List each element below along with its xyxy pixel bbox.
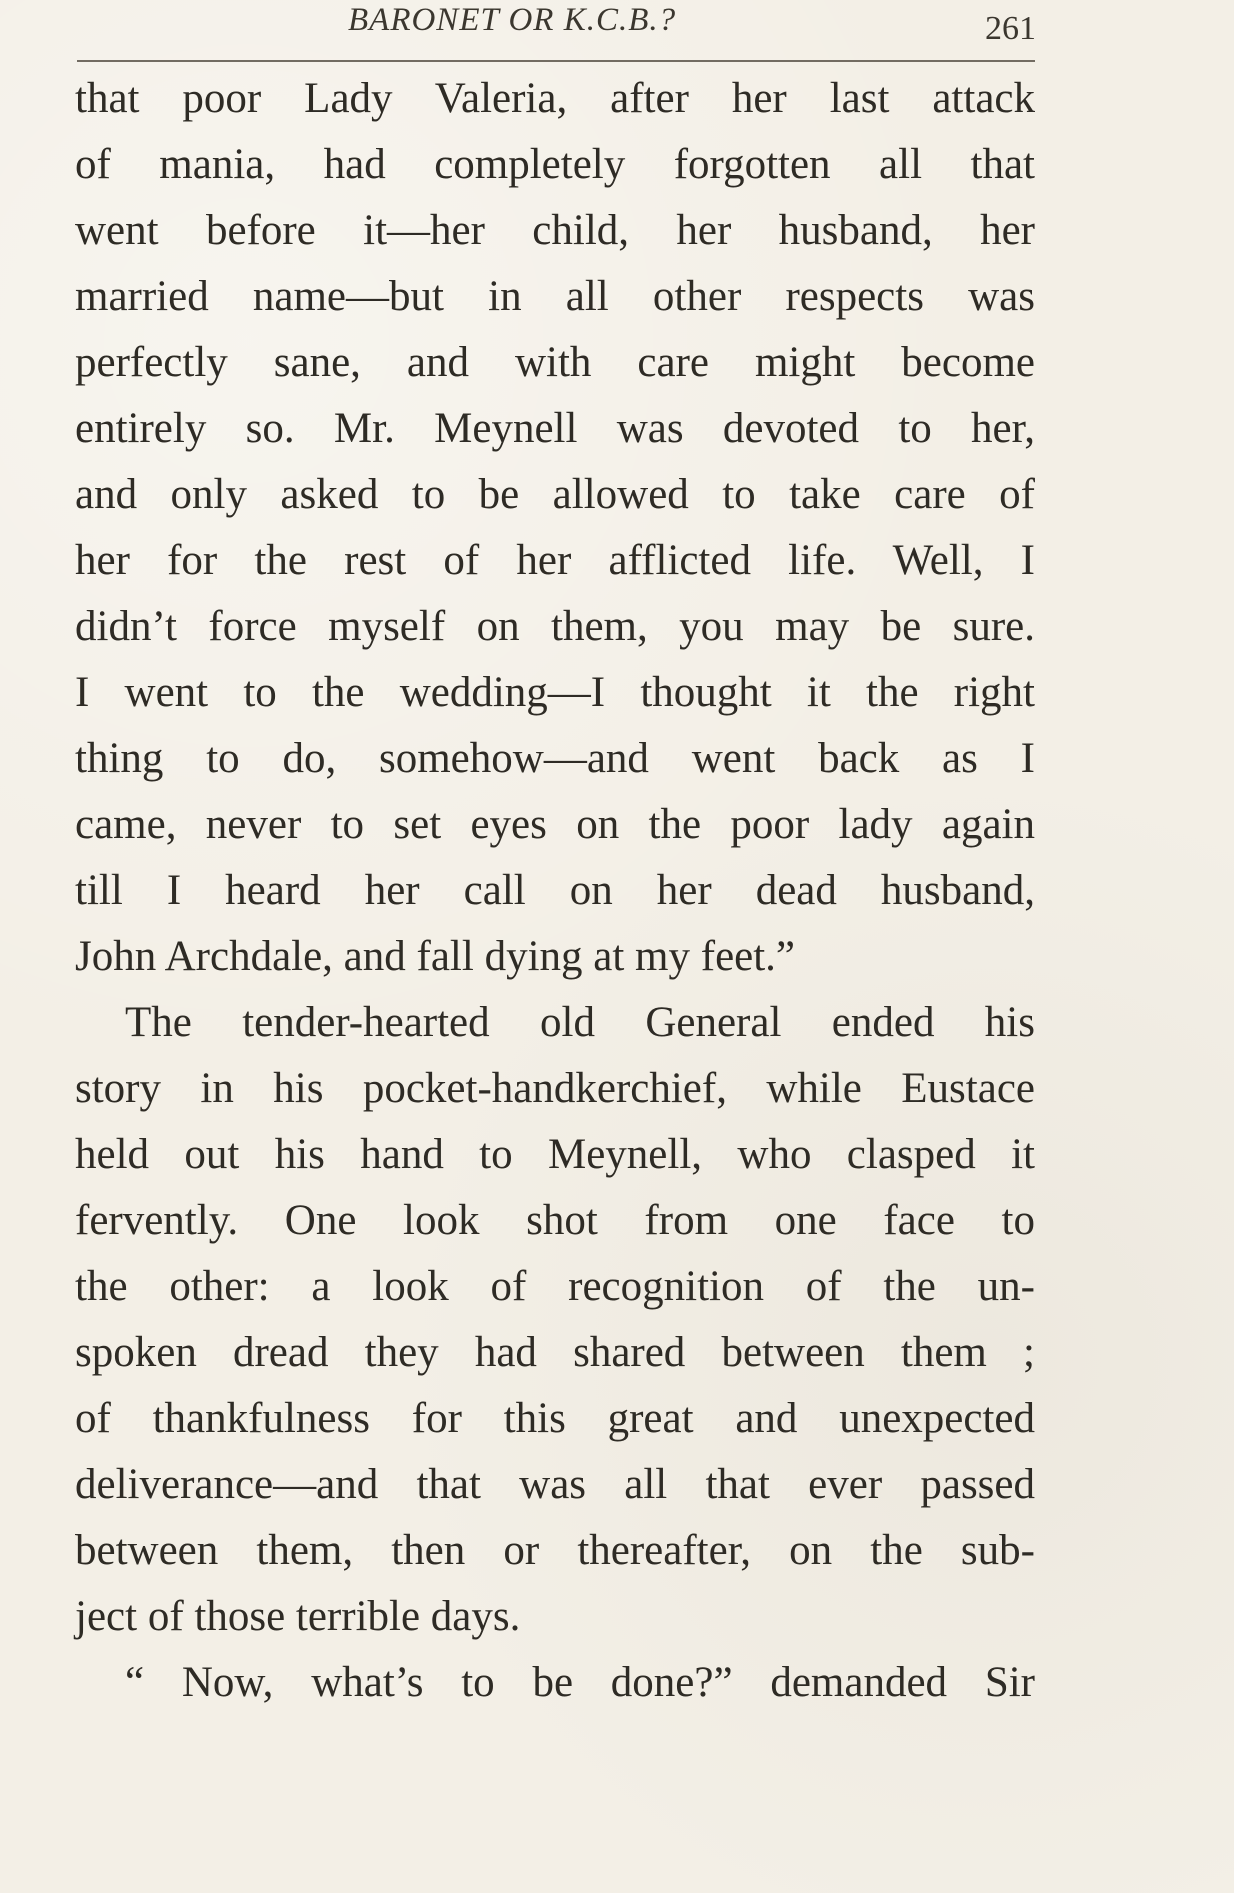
text-line: didn’t force myself on them, you may be sure. xyxy=(75,603,1035,650)
text-line: her for the rest of her afflicted life. Well, I xyxy=(75,537,1035,584)
text-line: “ Now, what’s to be done?” demanded Sir xyxy=(125,1659,1035,1706)
text-line: that poor Lady Valeria, after her last attack xyxy=(75,75,1035,122)
text-line: till I heard her call on her dead husband, xyxy=(75,867,1035,914)
page-number: 261 xyxy=(985,10,1036,47)
text-line: thing to do, somehow—and went back as I xyxy=(75,735,1035,782)
text-line: perfectly sane, and with care might become xyxy=(75,339,1035,386)
text-line: spoken dread they had shared between them ; xyxy=(75,1329,1035,1376)
text-line: fervently. One look shot from one face to xyxy=(75,1197,1035,1244)
text-line: went before it—her child, her husband, her xyxy=(75,207,1035,254)
text-line: the other: a look of recognition of the un- xyxy=(75,1263,1035,1310)
text-line: held out his hand to Meynell, who clasped it xyxy=(75,1131,1035,1178)
text-line: entirely so. Mr. Meynell was devoted to her, xyxy=(75,405,1035,452)
text-line: of mania, had completely forgotten all that xyxy=(75,141,1035,188)
text-line: of thankfulness for this great and unexpected xyxy=(75,1395,1035,1442)
text-line: and only asked to be allowed to take care of xyxy=(75,471,1035,518)
text-line: ject of those terrible days. xyxy=(75,1593,521,1640)
text-line: married name—but in all other respects was xyxy=(75,273,1035,320)
text-line: came, never to set eyes on the poor lady again xyxy=(75,801,1035,848)
text-line: John Archdale, and fall dying at my feet.” xyxy=(75,933,796,980)
text-line: The tender-hearted old General ended his xyxy=(125,999,1035,1046)
text-line: deliverance—and that was all that ever passed xyxy=(75,1461,1035,1508)
text-line: I went to the wedding—I thought it the right xyxy=(75,669,1035,716)
text-line: story in his pocket-handkerchief, while Eustace xyxy=(75,1065,1035,1112)
running-head: BARONET OR K.C.B.? xyxy=(348,2,677,38)
text-line: between them, then or thereafter, on the sub- xyxy=(75,1527,1035,1574)
